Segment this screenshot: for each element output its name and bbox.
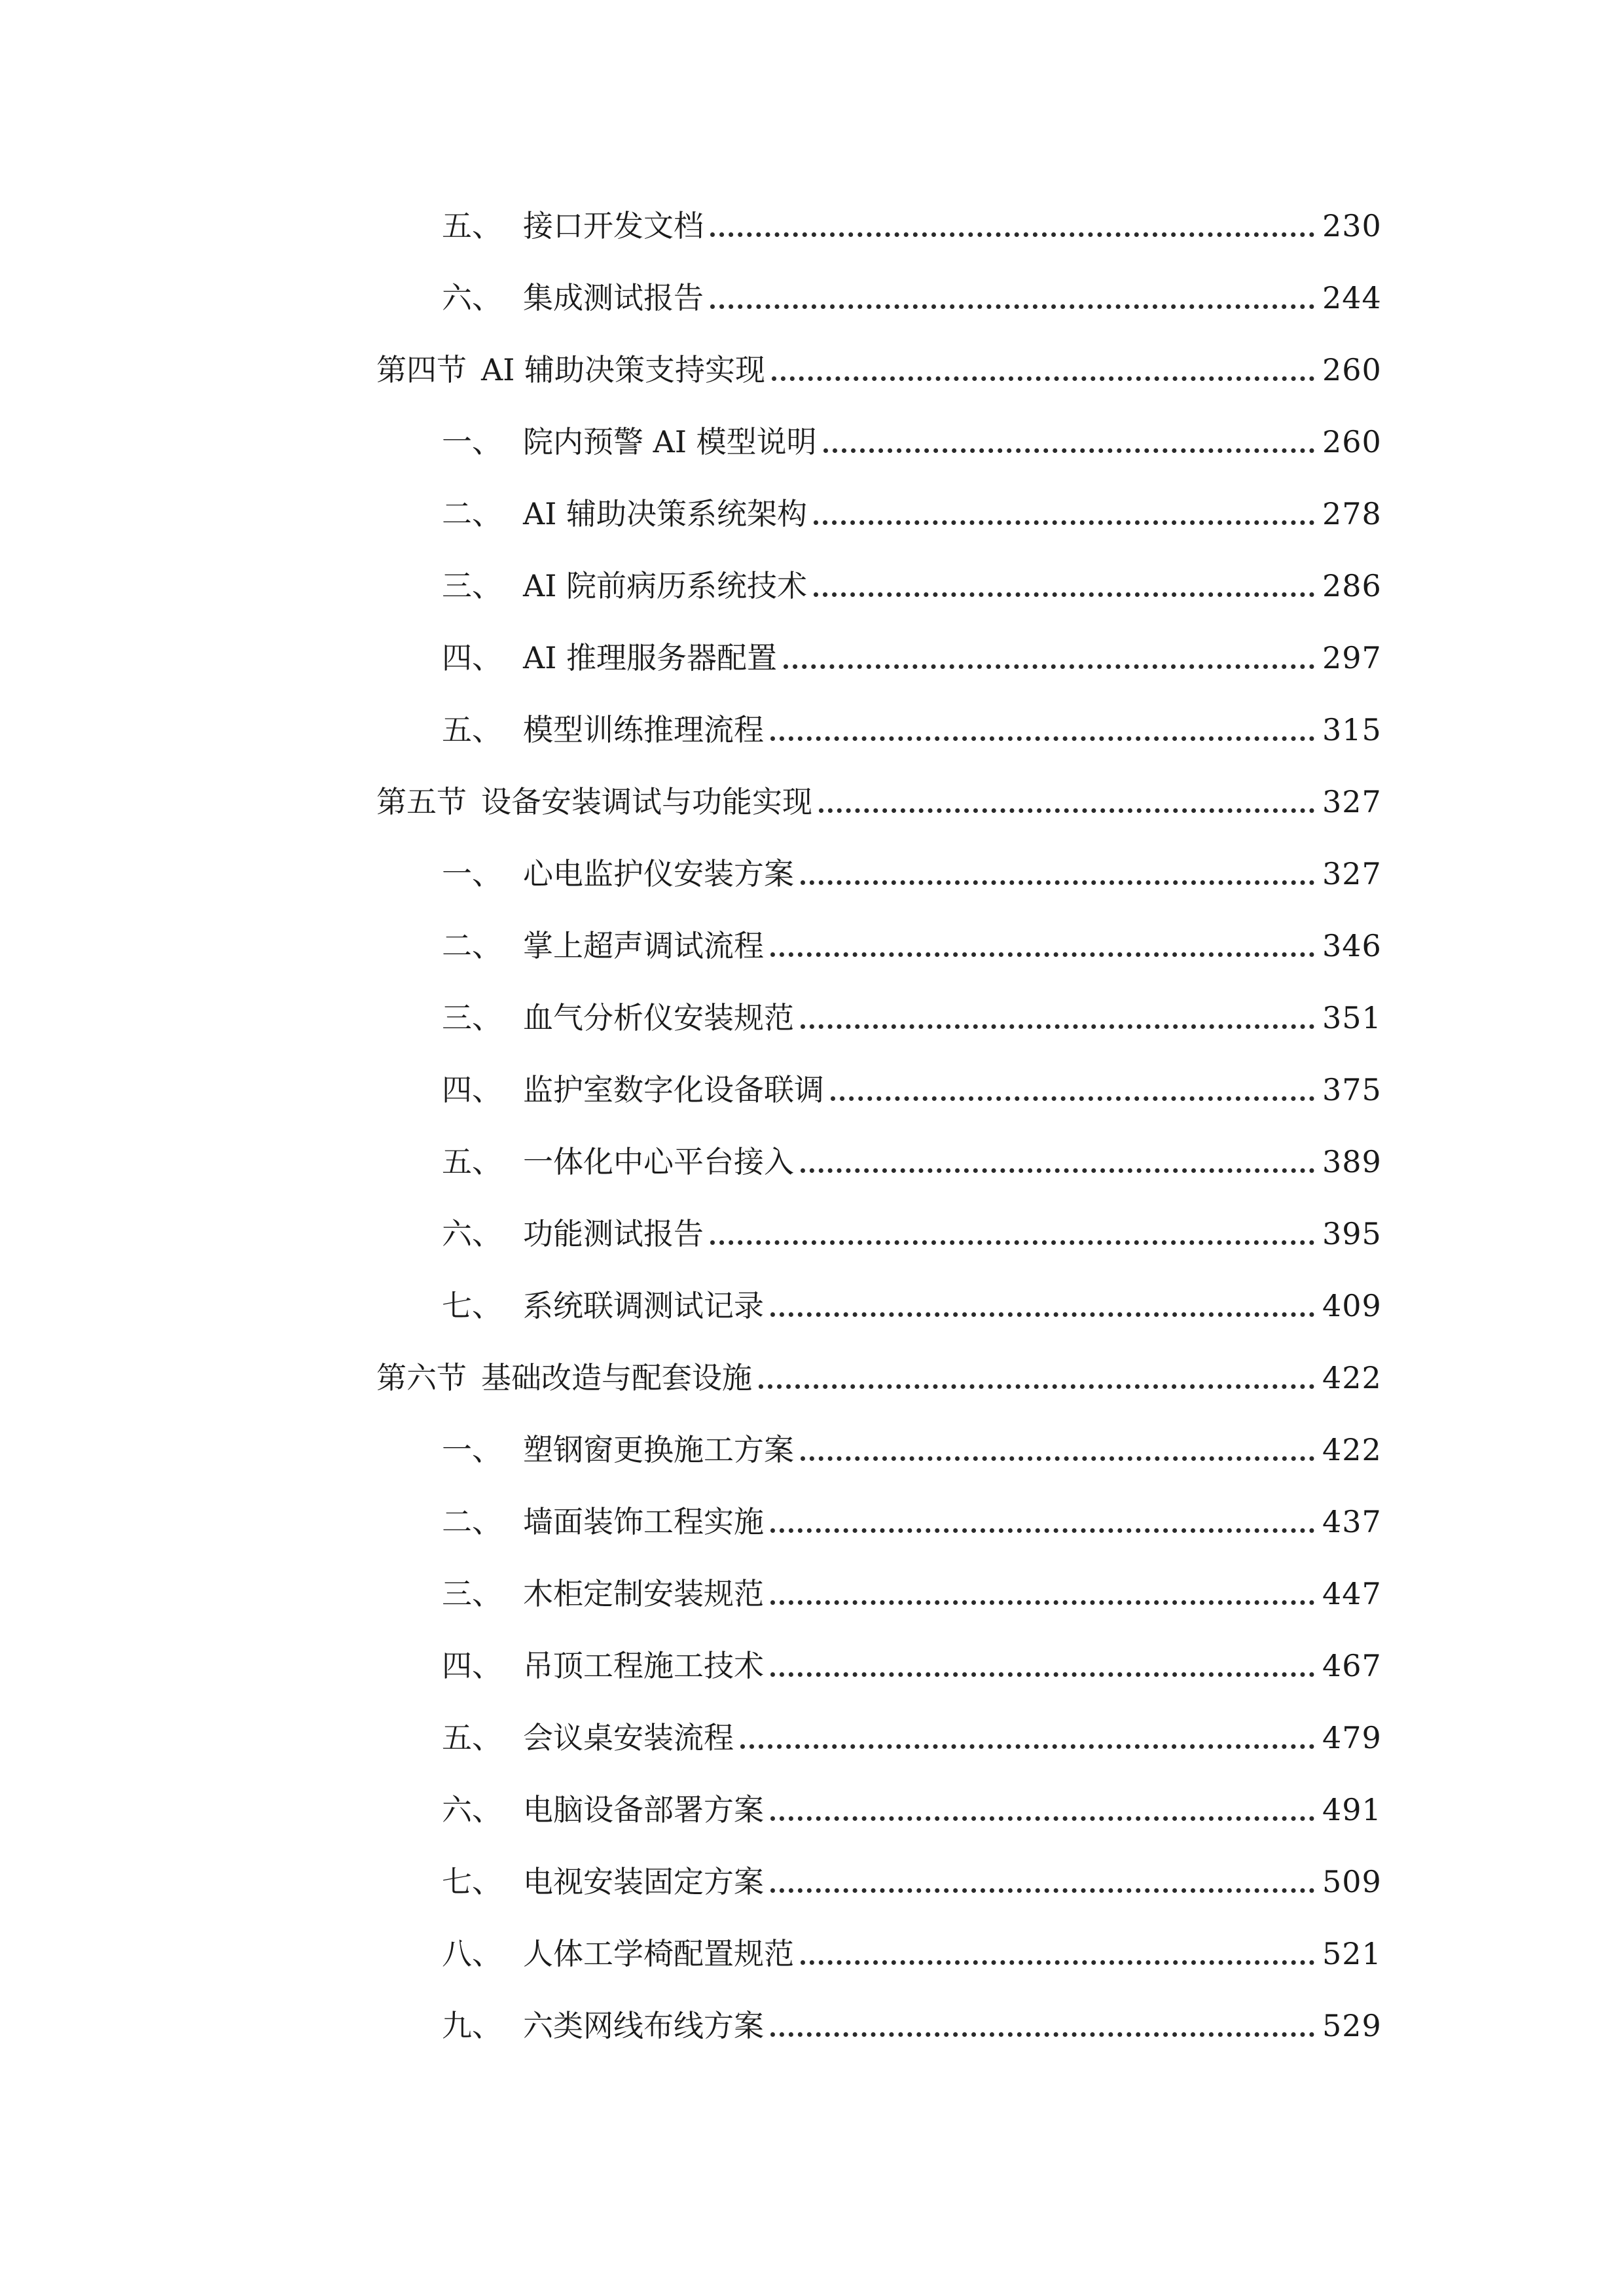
toc-page-number: 278 [1322, 496, 1382, 531]
toc-entry[interactable] [376, 478, 1382, 550]
toc-entry-number: 三、 [442, 568, 502, 603]
toc-entry-title: 电脑设备部署方案 [523, 1792, 764, 1827]
toc-entry[interactable] [376, 1270, 1382, 1342]
dot-leader [819, 787, 1314, 817]
toc-page-number: 389 [1322, 1144, 1382, 1179]
toc-entry-title: 人体工学椅配置规范 [523, 1936, 794, 1971]
toc-section-number: 第四节 [376, 352, 467, 387]
toc-page-number: 260 [1322, 424, 1382, 459]
toc-page-number: 395 [1322, 1216, 1382, 1251]
toc-entry[interactable] [376, 406, 1382, 478]
dot-leader [710, 283, 1314, 313]
toc-page-number: 346 [1322, 928, 1382, 963]
toc-entry[interactable] [376, 1630, 1382, 1702]
toc-entry-title: 院内预警 AI 模型说明 [523, 424, 817, 459]
toc-entry-number: 七、 [442, 1864, 502, 1899]
toc-entry-title: 功能测试报告 [523, 1216, 704, 1251]
toc-entry[interactable] [376, 622, 1382, 694]
toc-entry[interactable] [376, 1198, 1382, 1270]
dot-leader [710, 211, 1314, 241]
dot-leader [740, 1723, 1314, 1753]
toc-entry-title: AI 院前病历系统技术 [523, 568, 808, 603]
toc-entry-title: 掌上超声调试流程 [523, 928, 764, 963]
toc-entry-title: 吊顶工程施工技术 [523, 1648, 764, 1683]
dot-leader [770, 1579, 1314, 1609]
toc-entry[interactable] [376, 910, 1382, 982]
toc-entry-number: 五、 [442, 208, 502, 243]
toc-page-number: 230 [1322, 208, 1382, 243]
toc-entry-number: 一、 [442, 424, 502, 459]
dot-leader [814, 499, 1314, 529]
toc-section-number: 第五节 [376, 784, 467, 819]
toc-entry-title: 墙面装饰工程实施 [523, 1504, 764, 1539]
toc-section-entry[interactable] [376, 766, 1382, 838]
toc-entry-title: 监护室数字化设备联调 [523, 1072, 824, 1107]
toc-section-title: 设备安装调试与功能实现 [481, 784, 812, 819]
toc-page-number: 467 [1322, 1648, 1382, 1683]
toc-page-number: 437 [1322, 1504, 1382, 1539]
toc-entry-title: 一体化中心平台接入 [523, 1144, 794, 1179]
dot-leader [770, 1867, 1314, 1897]
toc-page-number: 315 [1322, 712, 1382, 747]
toc-entry-title: AI 辅助决策系统架构 [523, 496, 808, 531]
toc-page-number: 491 [1322, 1792, 1382, 1827]
toc-entry-number: 五、 [442, 1144, 502, 1179]
toc-entry-title: 模型训练推理流程 [523, 712, 764, 747]
toc-entry-number: 二、 [442, 496, 502, 531]
dot-leader [801, 1147, 1314, 1177]
toc-entry-number: 七、 [442, 1288, 502, 1323]
toc-page-number: 297 [1322, 640, 1382, 675]
toc-entry-number: 一、 [442, 1432, 502, 1467]
table-of-contents [376, 190, 1382, 2062]
toc-entry-number: 三、 [442, 1576, 502, 1611]
toc-section-number: 第六节 [376, 1360, 467, 1395]
dot-leader [770, 1651, 1314, 1681]
toc-entry[interactable] [376, 1846, 1382, 1918]
dot-leader [801, 1435, 1314, 1465]
dot-leader [801, 1939, 1314, 1969]
toc-entry-number: 一、 [442, 856, 502, 891]
dot-leader [770, 931, 1314, 961]
toc-page-number: 260 [1322, 352, 1382, 387]
toc-entry-number: 九、 [442, 2008, 502, 2043]
toc-entry[interactable] [376, 1990, 1382, 2062]
dot-leader [831, 1075, 1314, 1105]
toc-section-entry[interactable] [376, 1342, 1382, 1414]
toc-section-title: AI 辅助决策支持实现 [481, 352, 766, 387]
toc-entry-title: 电视安装固定方案 [523, 1864, 764, 1899]
toc-entry[interactable] [376, 1414, 1382, 1486]
toc-page-number: 327 [1322, 856, 1382, 891]
dot-leader [770, 1291, 1314, 1321]
toc-entry-title: 心电监护仪安装方案 [523, 856, 794, 891]
toc-entry-title: 塑钢窗更换施工方案 [523, 1432, 794, 1467]
toc-entry-number: 五、 [442, 1720, 502, 1755]
toc-entry-number: 三、 [442, 1000, 502, 1035]
dot-leader [770, 1795, 1314, 1825]
dot-leader [801, 859, 1314, 889]
toc-entry-number: 二、 [442, 928, 502, 963]
toc-page-number: 286 [1322, 568, 1382, 603]
toc-page-number: 422 [1322, 1432, 1382, 1467]
toc-page-number: 529 [1322, 2008, 1382, 2043]
dot-leader [710, 1219, 1314, 1249]
toc-entry[interactable] [376, 1774, 1382, 1846]
toc-page-number: 422 [1322, 1360, 1382, 1395]
toc-section-title: 基础改造与配套设施 [481, 1360, 752, 1395]
toc-entry-title: 接口开发文档 [523, 208, 704, 243]
toc-entry-number: 六、 [442, 1216, 502, 1251]
toc-entry-title: 六类网线布线方案 [523, 2008, 764, 2043]
toc-page-number: 351 [1322, 1000, 1382, 1035]
dot-leader [770, 1507, 1314, 1537]
toc-entry[interactable] [376, 982, 1382, 1054]
dot-leader [814, 571, 1314, 601]
dot-leader [801, 1003, 1314, 1033]
toc-entry[interactable] [376, 1126, 1382, 1198]
toc-entry-number: 六、 [442, 280, 502, 315]
toc-entry-number: 六、 [442, 1792, 502, 1827]
toc-entry[interactable] [376, 1702, 1382, 1774]
toc-entry[interactable] [376, 1054, 1382, 1126]
toc-entry-number: 四、 [442, 1648, 502, 1683]
toc-entry[interactable] [376, 190, 1382, 262]
dot-leader [759, 1363, 1314, 1393]
toc-entry-number: 五、 [442, 712, 502, 747]
dot-leader [772, 355, 1314, 385]
toc-entry[interactable] [376, 1558, 1382, 1630]
toc-section-entry[interactable] [376, 334, 1382, 406]
dot-leader [770, 715, 1314, 745]
toc-page-number: 479 [1322, 1720, 1382, 1755]
toc-page-number: 375 [1322, 1072, 1382, 1107]
toc-entry-title: 血气分析仪安装规范 [523, 1000, 794, 1035]
toc-entry[interactable] [376, 694, 1382, 766]
toc-entry-number: 八、 [442, 1936, 502, 1971]
toc-entry-number: 四、 [442, 640, 502, 675]
toc-page-number: 409 [1322, 1288, 1382, 1323]
toc-page-number: 244 [1322, 280, 1382, 315]
toc-page-number: 327 [1322, 784, 1382, 819]
dot-leader [784, 643, 1314, 673]
toc-entry-title: 系统联调测试记录 [523, 1288, 764, 1323]
toc-entry-title: 会议桌安装流程 [523, 1720, 734, 1755]
dot-leader [770, 2011, 1314, 2041]
toc-entry[interactable] [376, 550, 1382, 622]
toc-entry-number: 二、 [442, 1504, 502, 1539]
toc-page-number: 447 [1322, 1576, 1382, 1611]
toc-entry-title: AI 推理服务器配置 [523, 640, 778, 675]
toc-page-number: 521 [1322, 1936, 1382, 1971]
toc-entry[interactable] [376, 262, 1382, 334]
toc-entry-title: 集成测试报告 [523, 280, 704, 315]
toc-entry-number: 四、 [442, 1072, 502, 1107]
toc-entry-title: 木柜定制安装规范 [523, 1576, 764, 1611]
toc-entry[interactable] [376, 838, 1382, 910]
dot-leader [823, 427, 1314, 457]
toc-page-number: 509 [1322, 1864, 1382, 1899]
toc-entry[interactable] [376, 1918, 1382, 1990]
toc-entry[interactable] [376, 1486, 1382, 1558]
